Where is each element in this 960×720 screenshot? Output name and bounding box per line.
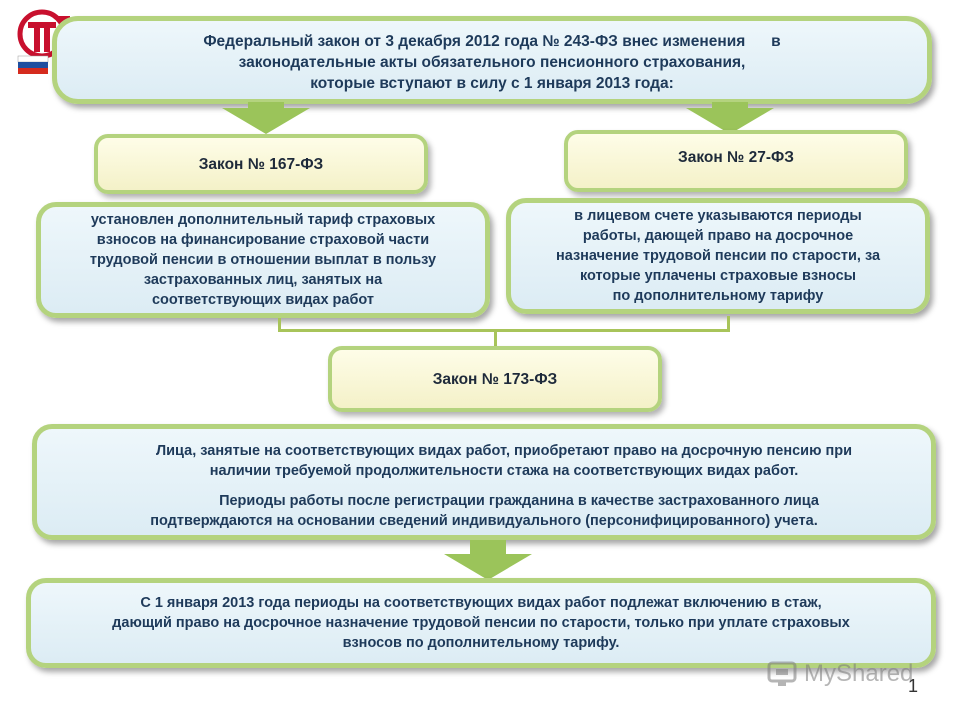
header-line-2: законодательные акты обязательного пенсионного страхования, [238,53,746,71]
law-167-title: Закон № 167-ФЗ [198,155,324,173]
info-p2-line-1: Периоды работы после регистрации гражданина в качестве застрахованного лица [219,493,819,509]
law-27-line: назначение трудовой пенсии по старости, за [555,248,881,264]
law-27-line: работы, дающей право на досрочное [582,228,854,244]
law-27-line: которые уплачены страховые взносы [579,268,857,284]
arrow-down-bottom-icon [444,554,532,580]
law-167-line: застрахованных лиц, занятых на [143,272,383,288]
law-27-title: Закон № 27-ФЗ [678,148,794,166]
law-167-line: трудовой пенсии в отношении выплат в пользу [89,252,437,268]
info-p1-line-2: наличии требуемой продолжительности стажа на соответствующих видах работ. [209,463,799,479]
info-p1-line-1: Лица, занятые на соответствующих видах работ, приобретают право на досрочную пенсию при [155,443,853,459]
page-number: 1 [908,676,919,696]
connector-horizontal [278,329,730,332]
watermark [766,656,913,692]
conclusion-line-1: С 1 января 2013 года периоды на соответствующих видах работ подлежат включению в стаж, [140,595,822,611]
law-167-line: соответствующих видах работ [151,292,375,308]
myshared-logo-icon [766,659,800,689]
info-box [32,424,936,540]
law-173-box [328,346,662,412]
law-27-line: по дополнительному тарифу [612,288,824,304]
header-box [52,16,932,104]
header-line-3: которые вступают в силу с 1 января 2013 года: [310,74,674,92]
law-167-description [36,202,490,318]
connector-down [494,329,497,347]
law-27-description [506,198,930,314]
law-173-title: Закон № 173-ФЗ [432,370,558,388]
law-167-box [94,134,428,194]
watermark-text: MyShared [804,660,914,687]
conclusion-line-3: взносов по дополнительному тарифу. [342,635,620,651]
conclusion-box [26,578,936,668]
law-167-line: установлен дополнительный тариф страховых [90,212,436,228]
conclusion-line-2: дающий право на досрочное назначение трудовой пенсии по старости, только при уплате страховых [112,615,850,631]
law-27-line: в лицевом счете указываются периоды [574,208,862,224]
header-line-1: Федеральный закон от 3 декабря 2012 года № 243-ФЗ внес изменения в [203,32,781,50]
arrow-down-left-icon [222,108,310,134]
law-27-box [564,130,908,192]
law-167-line: взносов на финансирование страховой части [96,232,430,248]
info-p2-line-2: подтверждаются на основании сведений индивидуального (персонифицированного) учета. [150,513,818,529]
